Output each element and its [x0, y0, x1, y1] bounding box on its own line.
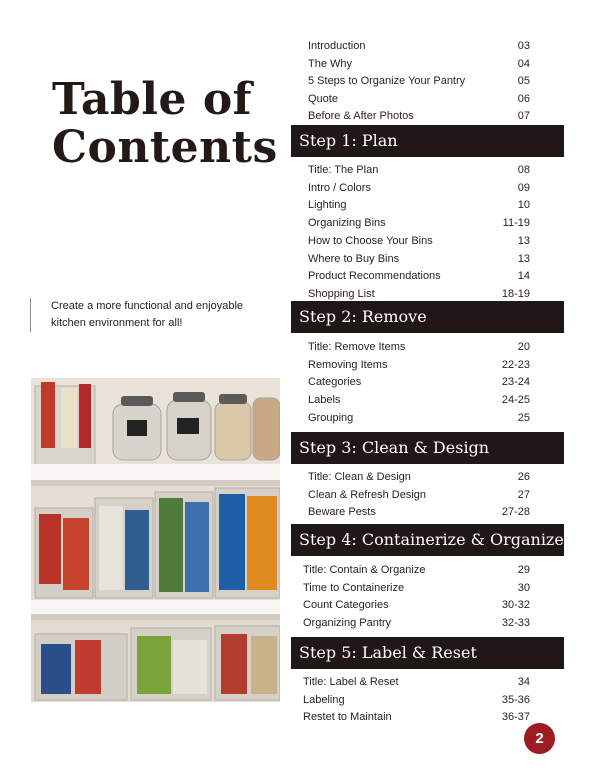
toc-entry-page: 36-37 — [501, 711, 530, 723]
toc-entry — [308, 339, 530, 356]
toc-entry-label: 5 Steps to Organize Your Pantry — [308, 75, 466, 87]
toc-entry — [308, 487, 530, 504]
toc-entry-label: Title: Contain & Organize — [303, 564, 426, 576]
toc-entry-intro — [308, 73, 530, 90]
toc-entry-label: Categories — [308, 376, 362, 388]
toc-entry-label: Labels — [308, 394, 341, 406]
toc-entry-label: Title: Label & Reset — [303, 676, 399, 688]
section-heading-step-5: Step 5: Label & Reset — [291, 637, 564, 669]
toc-entry — [308, 268, 530, 285]
toc-entry-page: 34 — [517, 676, 530, 688]
title-line-1: Table of — [52, 74, 253, 125]
toc-entry-label: Title: The Plan — [308, 164, 379, 176]
toc-entry-page: 24-25 — [501, 394, 530, 406]
toc-entry-intro — [308, 38, 530, 55]
toc-entry-page: 11-19 — [502, 217, 530, 229]
section-heading-step-4: Step 4: Containerize & Organize — [291, 524, 564, 556]
toc-entry — [303, 674, 530, 691]
toc-entry-intro — [308, 108, 530, 125]
toc-entry — [308, 392, 530, 409]
section-heading-step-3: Step 3: Clean & Design — [291, 432, 564, 464]
toc-entry-page: 07 — [517, 110, 530, 122]
toc-entry-page: 27-28 — [501, 506, 530, 518]
toc-entry-label: Where to Buy Bins — [308, 253, 400, 265]
toc-entry — [308, 162, 530, 179]
tagline-line-2: kitchen environment for all! — [51, 317, 183, 329]
toc-entry-label: Organizing Bins — [308, 217, 386, 229]
toc-entry — [303, 692, 530, 709]
toc-entry-label: The Why — [308, 58, 353, 70]
toc-entry-page: 35-36 — [501, 694, 530, 706]
toc-entry — [308, 233, 530, 250]
toc-entry — [308, 410, 530, 427]
toc-entry-page: 06 — [517, 93, 530, 105]
section-heading-step-1: Step 1: Plan — [291, 125, 564, 157]
tagline-line-1: Create a more functional and enjoyable — [51, 300, 244, 312]
toc-entry-page: 05 — [517, 75, 530, 87]
toc-entry-page: 27 — [517, 489, 530, 501]
toc-entry-label: Intro / Colors — [308, 182, 371, 194]
toc-entry-label: Title: Remove Items — [308, 341, 406, 353]
toc-entry — [308, 180, 530, 197]
toc-entry-page: 08 — [517, 164, 530, 176]
toc-entry-page: 04 — [517, 58, 530, 70]
toc-entry — [303, 562, 530, 579]
toc-entry — [308, 197, 530, 214]
page-number-badge: 2 — [524, 723, 555, 754]
toc-entry-label: Labeling — [303, 694, 345, 706]
toc-entry — [308, 469, 530, 486]
toc-entry-label: Removing Items — [308, 359, 388, 371]
toc-entry-label: Time to Containerize — [303, 582, 405, 594]
toc-entry-label: Organizing Pantry — [303, 617, 392, 629]
toc-entry-page: 22-23 — [501, 359, 530, 371]
toc-entry-page: 29 — [517, 564, 530, 576]
toc-entry-page: 18-19 — [501, 288, 530, 300]
toc-entry-label: How to Choose Your Bins — [308, 235, 433, 247]
toc-entry — [308, 374, 530, 391]
toc-entry — [308, 357, 530, 374]
toc-entry — [303, 580, 530, 597]
toc-entry — [308, 215, 530, 232]
toc-entry-label: Introduction — [308, 40, 366, 52]
toc-entry-label: Before & After Photos — [308, 110, 414, 122]
section-heading-step-2: Step 2: Remove — [291, 301, 564, 333]
toc-entry-intro — [308, 56, 530, 73]
toc-entry-page: 30-32 — [501, 599, 530, 611]
toc-entry — [303, 709, 530, 726]
toc-entry-label: Clean & Refresh Design — [308, 489, 427, 501]
toc-entry-page: 09 — [517, 182, 530, 194]
title-line-2: Contents — [52, 122, 278, 173]
toc-entry-label: Count Categories — [303, 599, 389, 611]
toc-entry-label: Lighting — [308, 199, 347, 211]
toc-entry-intro — [308, 91, 530, 108]
toc-entry-label: Title: Clean & Design — [308, 471, 411, 483]
toc-entry-page: 03 — [517, 40, 530, 52]
toc-entry-page: 14 — [517, 270, 530, 282]
toc-entry-page: 25 — [517, 412, 530, 424]
toc-entry-page: 13 — [517, 253, 530, 265]
toc-entry-label: Quote — [308, 93, 338, 105]
toc-entry — [303, 597, 530, 614]
toc-entry-page: 10 — [517, 199, 530, 211]
toc-entry-page: 32-33 — [501, 617, 530, 629]
toc-entry-label: Product Recommendations — [308, 270, 441, 282]
toc-entry-page: 23-24 — [501, 376, 530, 388]
toc-entry-page: 30 — [517, 582, 530, 594]
toc-entry — [308, 251, 530, 268]
toc-entry-label: Shopping List — [308, 288, 375, 300]
toc-entry-page: 26 — [517, 471, 530, 483]
toc-entry-page: 20 — [517, 341, 530, 353]
toc-entry — [303, 615, 530, 632]
toc-entry-page: 13 — [517, 235, 530, 247]
toc-entry-label: Beware Pests — [308, 506, 376, 518]
toc-entry-label: Grouping — [308, 412, 354, 424]
toc-entry — [308, 504, 530, 521]
toc-entry-label: Restet to Maintain — [303, 711, 392, 723]
